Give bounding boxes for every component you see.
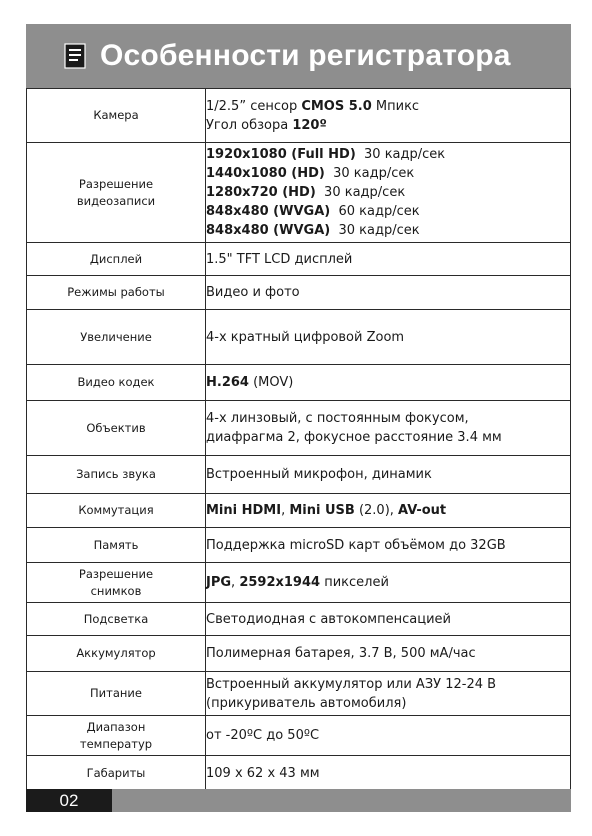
spec-label [27,243,206,276]
spec-value-bold: AV-out [398,503,447,518]
spec-value-line [206,501,570,520]
spec-row [27,456,571,494]
spec-value [206,494,571,528]
spec-label-line: Режимы работы [67,285,165,299]
spec-value-bold: Mini USB [289,503,355,518]
spec-row [27,401,571,456]
spec-row [27,89,571,143]
spec-value-bold: 1280x720 (HD) [206,185,316,200]
spec-value-text: Угол обзора [206,117,293,133]
spec-value-line [206,764,570,783]
spec-value-line [206,694,570,713]
spec-value-text: 4-х кратный цифровой Zoom [206,329,405,345]
spec-label-line: Габариты [86,765,146,780]
spec-value [206,276,571,310]
spec-value-line [206,221,570,240]
spec-label [27,756,206,791]
spec-label-line: снимков [90,583,142,598]
spec-value [206,89,571,143]
spec-row [27,636,571,672]
spec-value [206,636,571,672]
spec-value-bold: 1920x1080 (Full HD) [206,147,356,162]
spec-row [27,603,571,636]
spec-label [27,494,206,528]
spec-label-line: Объектив [86,420,146,435]
spec-row [27,494,571,528]
spec-value-line [206,250,570,269]
spec-value-text: Видео и фото [206,285,300,300]
spec-value [206,143,571,243]
spec-value [206,243,571,276]
spec-label [27,143,206,243]
spec-value-text: 1/2.5” сенсор [206,98,302,114]
spec-value-text: 60 кадр/сек [330,204,420,219]
spec-row [27,563,571,603]
spec-value-text: Мпикс [371,98,420,114]
spec-value-line [206,116,570,135]
spec-row [27,528,571,563]
spec-value-line [206,164,570,183]
spec-label-line: Дисплей [89,251,143,266]
spec-value-bold: 1440x1080 (HD) [206,166,325,181]
spec-row [27,756,571,791]
spec-row [27,143,571,243]
spec-value-line [206,145,570,164]
spec-value-text: (2.0) [354,503,390,518]
spec-value-text: 30 кадр/сек [324,166,415,181]
spec-value [206,456,571,494]
spec-label-line: Подсветка [83,611,149,626]
spec-label [27,563,206,603]
spec-value-text: , [231,575,240,590]
spec-label-line: Увеличение [80,329,152,344]
spec-value-line [206,644,570,663]
spec-label [27,528,206,563]
spec-value-bold: 2592x1944 [239,575,321,590]
spec-value-line [206,373,570,392]
spec-value-bold: 848x480 (WVGA) [206,223,331,238]
spec-label [27,365,206,401]
spec-label [27,716,206,756]
spec-row [27,716,571,756]
spec-value [206,310,571,365]
page-number-box [26,789,112,812]
spec-label-line: Запись звука [76,467,156,481]
spec-value-line [206,573,570,592]
spec-value-text: (прикуриватель автомобиля) [206,695,407,711]
spec-value-text: 1.5" TFT LCD дисплей [206,251,353,267]
spec-row [27,243,571,276]
spec-label-line: Камера [93,108,139,122]
spec-value-text: Полимерная батарея, 3.7 В, 500 мА/час [206,646,476,661]
spec-value-line [206,726,570,745]
spec-value-text: 30 кадр/сек [330,223,420,238]
spec-label [27,672,206,716]
document-icon [64,43,86,69]
spec-label-line: Аккумулятор [76,646,156,660]
spec-value-line [206,283,570,302]
spec-value-line [206,428,570,447]
spec-value-line [206,536,570,555]
spec-value-text: Встроенный микрофон, динамик [206,467,432,482]
spec-value [206,401,571,456]
spec-value [206,365,571,401]
spec-value-line [206,675,570,694]
spec-label-line: Разрешение [78,566,154,581]
spec-value-text: Поддержка microSD карт объёмом до 32GB [206,537,506,553]
spec-label [27,456,206,494]
spec-row [27,672,571,716]
spec-value [206,716,571,756]
spec-value [206,528,571,563]
spec-row [27,365,571,401]
spec-value-line [206,465,570,484]
spec-value-bold: JPG [206,575,232,590]
spec-value-text: 30 кадр/сек [355,147,446,162]
spec-label-line: Разрешение [78,176,154,191]
spec-label [27,636,206,672]
spec-label-line: Коммутация [78,503,154,517]
spec-label-line: Память [93,537,139,552]
spec-label [27,276,206,310]
spec-label [27,89,206,143]
spec-label-line: Питание [90,686,142,700]
spec-value-line [206,610,570,629]
spec-value-line [206,97,570,116]
spec-label [27,310,206,365]
spec-value-line [206,409,570,428]
page-number: 02 [59,790,79,810]
spec-value [206,756,571,791]
spec-value [206,672,571,716]
spec-value-line [206,183,570,202]
spec-value-text: 109 х 62 х 43 мм [206,765,320,781]
spec-value-bold: 120º [292,117,327,133]
spec-value-text: 4-х линзовый, с постоянным фокусом, [206,411,469,426]
spec-label-line: видеозаписи [76,193,156,208]
spec-label [27,401,206,456]
page-header [26,24,571,88]
spec-value-bold: 848x480 (WVGA) [206,204,331,219]
spec-value-bold: H.264 [206,375,249,390]
spec-value-line [206,202,570,221]
spec-value-text: Встроенный аккумулятор или АЗУ 12-24 В [206,676,497,692]
spec-value-text: диафрагма 2, фокусное расстояние 3.4 мм [206,430,502,445]
specs-table [26,88,571,791]
spec-value-bold: Mini HDMI [206,503,282,518]
spec-label [27,603,206,636]
spec-row [27,276,571,310]
spec-label-line: Диапазон [86,719,146,734]
spec-row [27,310,571,365]
spec-value [206,603,571,636]
spec-value [206,563,571,603]
spec-value-bold: CMOS 5.0 [301,98,372,114]
spec-value-text: (MOV) [248,375,294,390]
spec-value-line [206,328,570,347]
spec-value-text: Светодиодная с автокомпенсацией [206,611,451,627]
spec-value-text: пикселей [320,575,389,590]
spec-value-text: от -20ºС до 50ºС [206,728,320,743]
page-title: Особенности регистратора [100,39,511,72]
spec-value-text: , [281,503,290,518]
spec-label-line: температур [79,736,153,751]
spec-label-line: Видео кодек [77,375,155,389]
spec-value-text: , [389,503,399,518]
spec-value-text: 30 кадр/сек [315,185,406,200]
